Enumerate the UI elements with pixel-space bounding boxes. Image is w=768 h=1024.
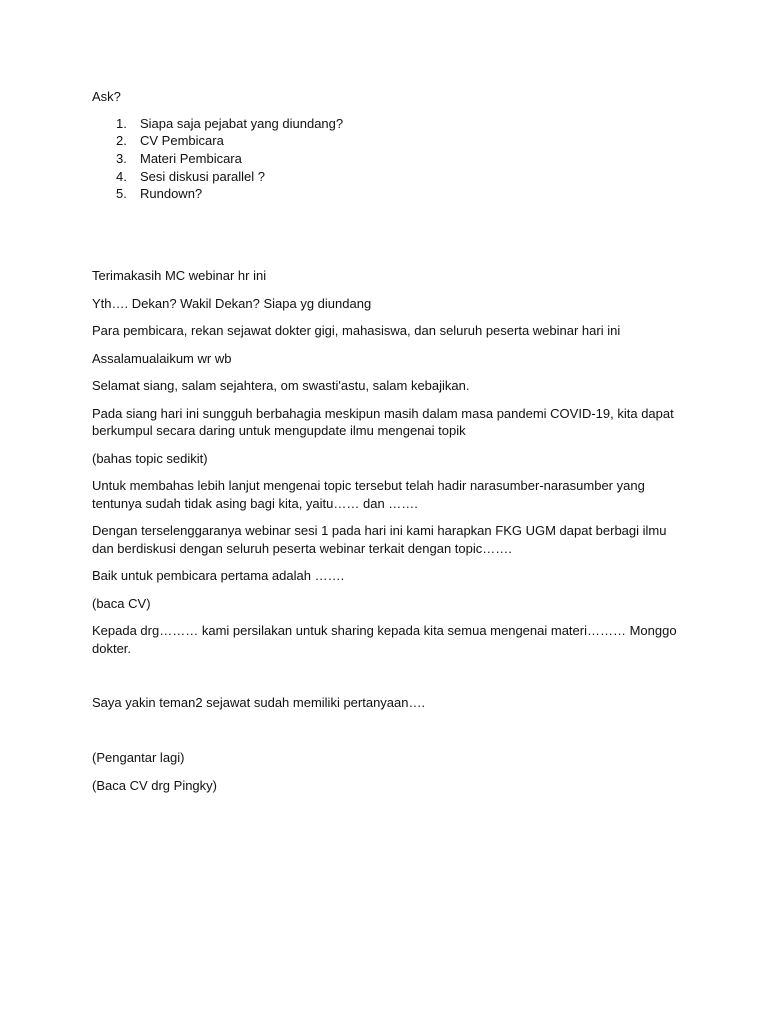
ask-list-item-1 [116, 115, 343, 132]
ask-list-item-5 [116, 185, 202, 202]
paragraph-thanks-mc: Terimakasih MC webinar hr ini [92, 268, 267, 283]
ask-list-item-3 [116, 150, 242, 167]
list-number: 3. [116, 151, 127, 166]
paragraph-dengan-terselenggaranya-line-1: Dengan terselenggaranya webinar sesi 1 pada hari ini kami harapkan FKG UGM dapat berbagi ilmu [92, 523, 667, 538]
paragraph-bahas-topic: (bahas topic sedikit) [92, 451, 208, 466]
list-text: CV Pembicara [140, 133, 224, 148]
paragraph-kepada-drg-line-1: Kepada drg……… kami persilakan untuk sharing kepada kita semua mengenai materi……… Monggo [92, 623, 677, 638]
list-number: 2. [116, 133, 127, 148]
list-text: Siapa saja pejabat yang diundang? [140, 116, 344, 131]
paragraph-untuk-membahas-line-1: Untuk membahas lebih lanjut mengenai topic tersebut telah hadir narasumber-narasumber yang [92, 478, 645, 493]
list-number: 5. [116, 186, 127, 201]
paragraph-kepada-drg-line-2: dokter. [92, 641, 132, 656]
list-text: Rundown? [140, 186, 203, 201]
paragraph-pada-siang-line-2: berkumpul secara daring untuk mengupdate ilmu mengenai topik [92, 423, 466, 438]
list-number: 1. [116, 116, 127, 131]
paragraph-saya-yakin: Saya yakin teman2 sejawat sudah memiliki pertanyaan…. [92, 695, 426, 710]
paragraph-pengantar-lagi: (Pengantar lagi) [92, 750, 185, 765]
list-number: 4. [116, 169, 127, 184]
paragraph-pada-siang-line-1: Pada siang hari ini sungguh berbahagia meskipun masih dalam masa pandemi COVID-19, kita dapat [92, 406, 674, 421]
ask-list-item-4 [116, 168, 265, 185]
paragraph-baik-untuk: Baik untuk pembicara pertama adalah ……. [92, 568, 345, 583]
paragraph-assalamualaikum: Assalamualaikum wr wb [92, 351, 232, 366]
paragraph-para-pembicara: Para pembicara, rekan sejawat dokter gigi, mahasiswa, dan seluruh peserta webinar hari ini [92, 323, 621, 338]
list-text: Materi Pembicara [140, 151, 242, 166]
paragraph-untuk-membahas-line-2: tentunya sudah tidak asing bagi kita, yaitu…… dan ……. [92, 496, 418, 511]
ask-list-item-2 [116, 132, 224, 149]
paragraph-yth: Yth…. Dekan? Wakil Dekan? Siapa yg diundang [92, 296, 372, 311]
list-text: Sesi diskusi parallel ? [140, 169, 266, 184]
paragraph-baca-cv-pingky: (Baca CV drg Pingky) [92, 778, 217, 793]
paragraph-dengan-terselenggaranya-line-2: dan berdiskusi dengan seluruh peserta webinar terkait dengan topic……. [92, 541, 512, 556]
ask-heading: Ask? [92, 89, 121, 104]
paragraph-baca-cv: (baca CV) [92, 596, 151, 611]
paragraph-selamat-siang: Selamat siang, salam sejahtera, om swasti'astu, salam kebajikan. [92, 378, 470, 393]
